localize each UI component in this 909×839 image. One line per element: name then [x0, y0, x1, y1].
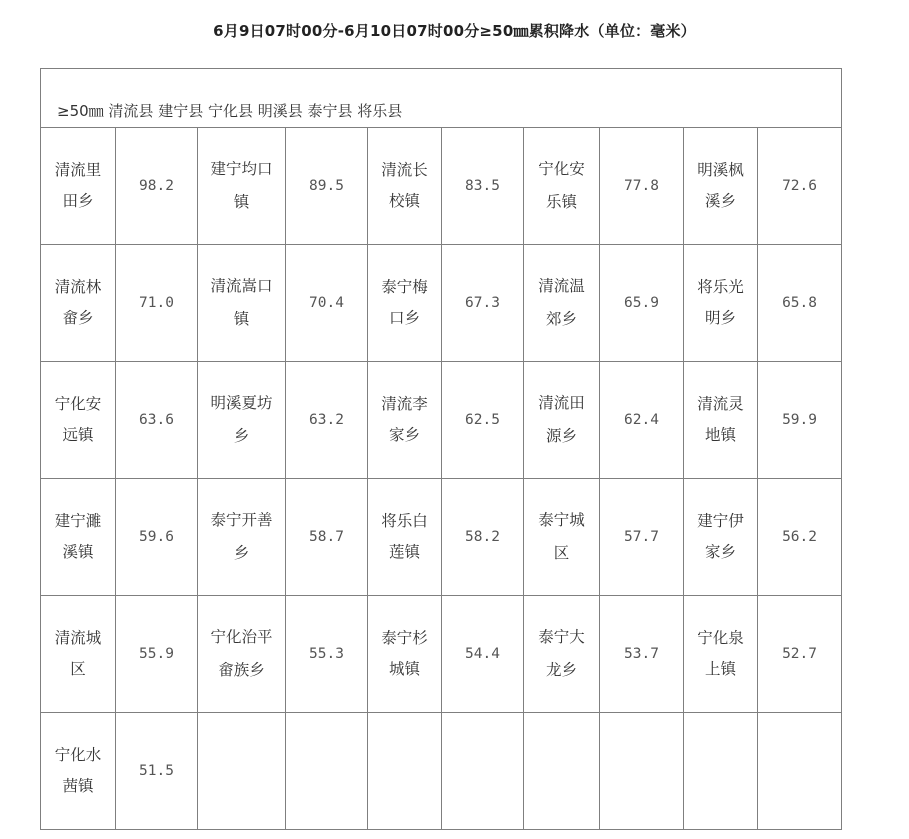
rainfall-value: 54.4 [442, 596, 524, 713]
rainfall-table [40, 68, 842, 830]
station-name: 清流嵩口镇 [198, 245, 286, 362]
rainfall-value: 63.6 [116, 362, 198, 479]
table-row [41, 713, 842, 830]
rainfall-value: 71.0 [116, 245, 198, 362]
header-row [41, 69, 842, 128]
rainfall-value: 51.5 [116, 713, 198, 830]
rainfall-value: 52.7 [758, 596, 842, 713]
rainfall-value: 62.4 [600, 362, 684, 479]
station-name: 清流里田乡 [41, 128, 116, 245]
station-name: 宁化水茜镇 [41, 713, 116, 830]
station-name: 清流林畲乡 [41, 245, 116, 362]
empty-cell [368, 713, 442, 830]
rainfall-value: 67.3 [442, 245, 524, 362]
rainfall-value: 53.7 [600, 596, 684, 713]
station-name: 清流灵地镇 [684, 362, 758, 479]
table-row [41, 128, 842, 245]
station-name: 泰宁大龙乡 [524, 596, 600, 713]
station-name: 清流李家乡 [368, 362, 442, 479]
rainfall-value: 83.5 [442, 128, 524, 245]
rainfall-value: 58.2 [442, 479, 524, 596]
empty-cell [684, 713, 758, 830]
rainfall-value: 77.8 [600, 128, 684, 245]
empty-cell [758, 713, 842, 830]
rainfall-value: 59.6 [116, 479, 198, 596]
station-name: 宁化安远镇 [41, 362, 116, 479]
station-name: 清流温郊乡 [524, 245, 600, 362]
station-name: 泰宁城区 [524, 479, 600, 596]
empty-cell [286, 713, 368, 830]
station-name: 明溪枫溪乡 [684, 128, 758, 245]
station-name: 清流田源乡 [524, 362, 600, 479]
empty-cell [600, 713, 684, 830]
empty-cell [442, 713, 524, 830]
rainfall-value: 65.8 [758, 245, 842, 362]
station-name: 将乐光明乡 [684, 245, 758, 362]
rainfall-value: 55.3 [286, 596, 368, 713]
station-name: 建宁均口镇 [198, 128, 286, 245]
station-name: 泰宁开善乡 [198, 479, 286, 596]
station-name: 泰宁梅口乡 [368, 245, 442, 362]
rainfall-value: 65.9 [600, 245, 684, 362]
rainfall-value: 89.5 [286, 128, 368, 245]
station-name: 宁化安乐镇 [524, 128, 600, 245]
rainfall-value: 55.9 [116, 596, 198, 713]
rainfall-value: 62.5 [442, 362, 524, 479]
county-list: ≥50㎜ 清流县 建宁县 宁化县 明溪县 泰宁县 将乐县 [41, 69, 842, 128]
rainfall-value: 58.7 [286, 479, 368, 596]
table-row [41, 596, 842, 713]
station-name: 宁化治平畲族乡 [198, 596, 286, 713]
table-row [41, 479, 842, 596]
station-name: 建宁濉溪镇 [41, 479, 116, 596]
rainfall-value: 59.9 [758, 362, 842, 479]
page-title: 6月9日07时00分-6月10日07时00分≥50㎜累积降水（单位：毫米） [213, 22, 696, 40]
station-name: 建宁伊家乡 [684, 479, 758, 596]
station-name: 明溪夏坊乡 [198, 362, 286, 479]
station-name: 将乐白莲镇 [368, 479, 442, 596]
station-name: 泰宁杉城镇 [368, 596, 442, 713]
empty-cell [198, 713, 286, 830]
rainfall-value: 70.4 [286, 245, 368, 362]
rainfall-value: 72.6 [758, 128, 842, 245]
rainfall-value: 98.2 [116, 128, 198, 245]
rainfall-value: 56.2 [758, 479, 842, 596]
station-name: 宁化泉上镇 [684, 596, 758, 713]
rainfall-value: 57.7 [600, 479, 684, 596]
table-row [41, 362, 842, 479]
table-row [41, 245, 842, 362]
station-name: 清流长校镇 [368, 128, 442, 245]
empty-cell [524, 713, 600, 830]
station-name: 清流城区 [41, 596, 116, 713]
rainfall-value: 63.2 [286, 362, 368, 479]
